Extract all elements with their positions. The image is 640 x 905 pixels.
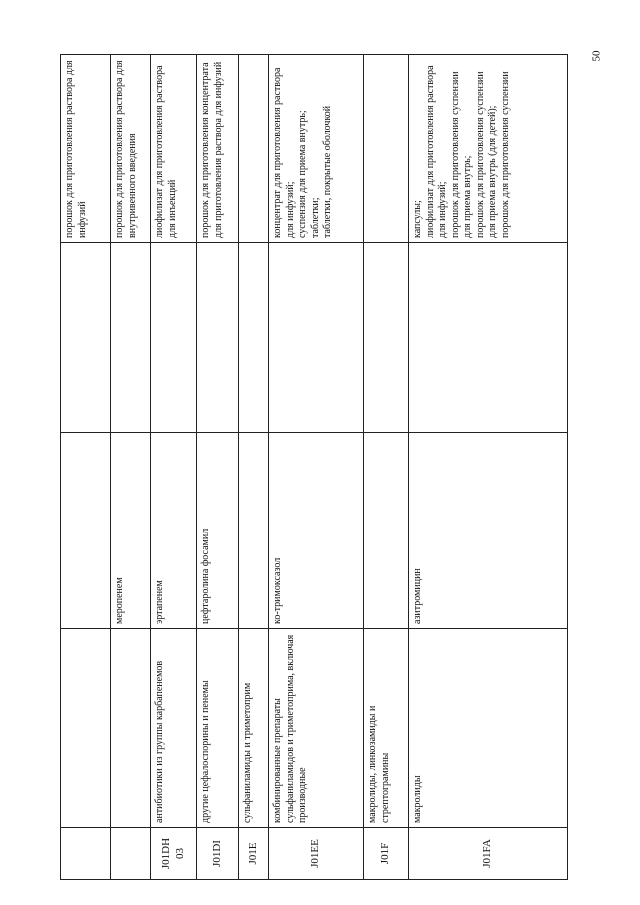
dosage-forms-cell — [197, 55, 239, 243]
group-cell — [61, 629, 111, 828]
dosage-forms-cell — [409, 55, 568, 243]
dosage-form: порошок для приготовления суспензии — [499, 71, 511, 238]
dosage-form: лиофилизат для приготовления раствора для инъекций — [154, 65, 178, 238]
document-table-area — [60, 55, 567, 880]
group-cell: другие цефалоспорины и пенемы — [197, 629, 239, 828]
drug-cell: эртапенем — [151, 433, 197, 629]
table-row — [61, 55, 111, 880]
drug-cell: цефтаролина фосамил — [197, 433, 239, 629]
dosage-forms-cell — [364, 55, 409, 243]
dosage-form: капсулы; — [412, 200, 423, 238]
dosage-form: таблетки; — [309, 197, 321, 238]
dosage-form: таблетки, покрытые оболочкой — [322, 105, 333, 238]
table-row — [197, 55, 239, 880]
dosage-form: порошок для приготовления суспензии для приема внутрь; — [449, 71, 473, 238]
dosage-forms-cell — [61, 55, 111, 243]
dosage-form: суспензия для приема внутрь; — [297, 110, 308, 238]
atc-code-cell — [111, 828, 151, 880]
dosage-forms-cell — [151, 55, 197, 243]
dosage-form: порошок для приготовления концентрата для приготовления раствора для инфузий — [200, 61, 224, 238]
dosage-forms-cell — [111, 55, 151, 243]
group-cell — [111, 629, 151, 828]
dosage-form: порошок для приготовления суспензии для приема внутрь (для детей); — [474, 71, 498, 238]
group-cell: макролиды — [409, 629, 568, 828]
group-cell: комбинированные препараты сульфаниламидов и триметоприма, включая производные — [269, 629, 364, 828]
atc-code-cell — [61, 828, 111, 880]
group-cell: антибиотики из группы карбапенемов — [151, 629, 197, 828]
drug-cell: меропенем — [111, 433, 151, 629]
drug-cell — [239, 433, 269, 629]
atc-code-cell: J01EE — [269, 828, 364, 880]
forms-cell — [61, 243, 111, 433]
forms-cell — [239, 243, 269, 433]
forms-cell — [269, 243, 364, 433]
table-row — [239, 55, 269, 880]
group-cell: сульфаниламиды и триметоприм — [239, 629, 269, 828]
drug-cell — [364, 433, 409, 629]
atc-code-cell: J01FA — [409, 828, 568, 880]
atc-code-cell: J01F — [364, 828, 409, 880]
forms-cell — [197, 243, 239, 433]
forms-cell — [151, 243, 197, 433]
forms-cell — [409, 243, 568, 433]
dosage-forms-cell — [239, 55, 269, 243]
table-row — [111, 55, 151, 880]
group-cell: макролиды, линкозамиды и стрептограмины — [364, 629, 409, 828]
table-row — [409, 55, 568, 880]
drug-table — [60, 54, 568, 880]
dosage-form: концентрат для приготовления раствора для инфузий; — [272, 67, 296, 238]
drug-cell: ко-тримоксазол — [269, 433, 364, 629]
dosage-form: порошок для приготовления раствора для внутривенного введения — [114, 60, 138, 238]
dosage-form: лиофилизат для приготовления раствора для инфузий; — [424, 65, 448, 238]
dosage-forms-cell — [269, 55, 364, 243]
drug-cell — [61, 433, 111, 629]
atc-code-cell: J01E — [239, 828, 269, 880]
atc-code-cell: J01DH 03 — [151, 828, 197, 880]
forms-cell — [111, 243, 151, 433]
table-row — [364, 55, 409, 880]
dosage-form: порошок для приготовления раствора для инфузий — [64, 60, 88, 238]
atc-code-cell: J01DI — [197, 828, 239, 880]
table-row — [151, 55, 197, 880]
forms-cell — [364, 243, 409, 433]
drug-cell: азитромицин — [409, 433, 568, 629]
page-number: 50 — [590, 50, 603, 62]
table-row — [269, 55, 364, 880]
